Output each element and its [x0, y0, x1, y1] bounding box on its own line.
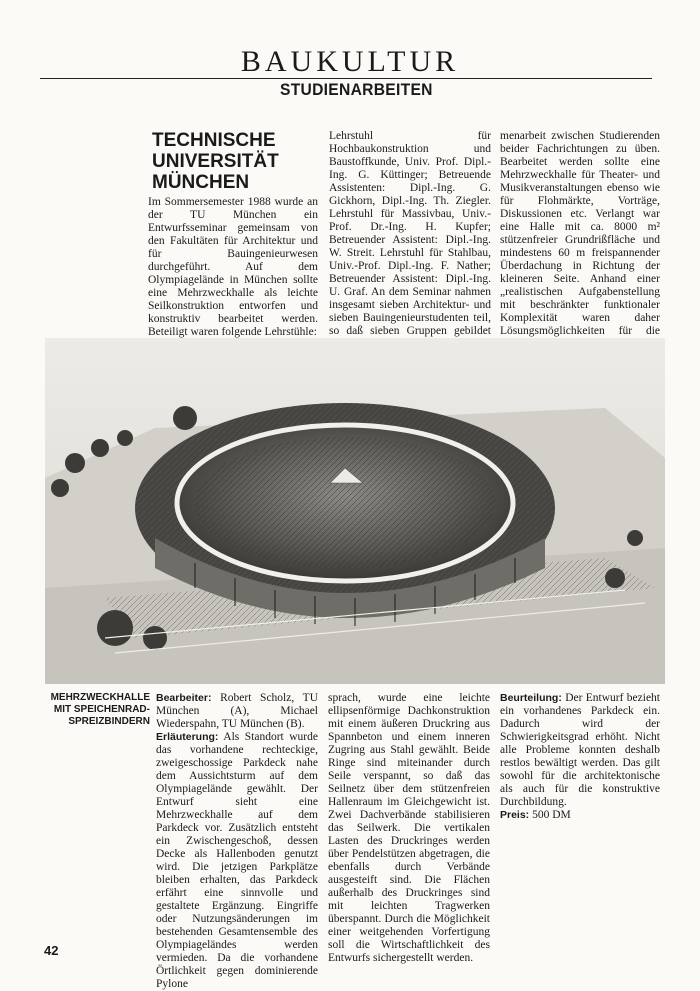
section-subtitle: STUDIENARBEITEN — [280, 80, 433, 99]
assessment-text: Der Entwurf bezieht ein vorhandenes Parkdeck ein. Dadurch wird der Schwierigkeitsgrad erhöht. Nicht alle Probleme konnten deshalb restlos bewältigt werden. Das gilt sowohl für die architektonische als auch für die konstruktive Durchbildung. — [500, 692, 660, 808]
construction-text: sprach, wurde eine leichte ellipsenförmige Dachkonstruktion mit einem äußeren Druckring aus Spannbeton und einem inneren Zugring aus Stahl gewählt. Beide Ringe sind miteinander durch Seile verspannt, so daß das Seilnetz über dem stützenfreien Hallenraum im Gleichgewicht ist. Zwei Dachverbände stabilisieren das Seilwerk. Die vertikalen Lasten des Druckringes werden über Pendelstützen abgetragen, die ebenfalls durch Verbände ausgesteift sind. Die Flächen außerhalb des Druckringes sind mit leichten Tragwerken überspannt. Durch die Möglichkeit einer weitgehenden Vorfertigung soll die Wirtschaftlichkeit des Entwurfs sichergestellt werden. — [328, 692, 490, 964]
header-rule — [40, 78, 652, 79]
project-column-1 — [156, 692, 318, 991]
assessment-label: Beurteilung: — [500, 692, 562, 704]
intro-column-1 — [148, 196, 318, 339]
project-column-2 — [328, 692, 490, 965]
prize-label: Preis: — [500, 809, 530, 821]
authors-paragraph — [156, 692, 318, 731]
intro-text-2: Lehrstuhl für Hochbaukonstruktion und Baustoffkunde, Univ. Prof. Dipl.-Ing. G. Küttinger; Betreuende Assistenten: Dipl.-Ing. G. Gickhorn, Dipl.-Ing. Th. Ziegler. Lehrstuhl für Massivbau, Univ.-Prof. Dr.-Ing. H. Kupfer; Betreuender Assistent: Dipl.-Ing. W. Streit. Lehrstuhl für Stahlbau, Univ.-Prof. Dipl.-Ing. F. Nather; Betreuender Assistent: Dipl.-Ing. U. Graf. An dem Seminar nahmen insgesamt sieben Architektur- und sieben Bauingenieurstudenten teil, so daß sieben Gruppen gebildet — [329, 130, 491, 337]
model-photograph — [45, 338, 665, 684]
project-heading: MEHRZWECKHALLE MIT SPEICHENRAD-SPREIZBINDERN — [50, 692, 150, 727]
intro-text-1: Im Sommersemester 1988 wurde an der TU München ein Entwurfsseminar gemeinsam von den Fakultäten für Architektur und für Bauingenieurwesen durchgeführt. Auf dem Olympiagelände in München sollte eine Mehrzweckhalle als leichte Seilkonstruktion entworfen und konstruktiv bearbeitet werden. Beteiligt waren folgende Lehrstühle: — [148, 196, 318, 338]
assessment-paragraph — [500, 692, 660, 809]
explanation-paragraph — [156, 731, 318, 991]
prize-paragraph — [500, 809, 660, 822]
authors-label: Bearbeiter: — [156, 692, 212, 704]
institution-heading: TECHNISCHE UNIVERSITÄT MÜNCHEN — [152, 130, 279, 193]
intro-text-3: menarbeit zwischen Studierenden beider Fachrichtungen zu üben. Bearbeitet werden sollte eine Mehrzweckhalle für Theater- und Musikveranstaltungen ebenso wie für Flohmärkte, Vorträge, Diskussionen etc. Verlangt war eine Halle mit ca. 8000 m² stützenfreier Grundrißfläche und mindestens 60 m freispannender Überdachung in Richtung der kleineren Seite. Anhand einer „realistischen Aufgabenstellung mit beschränkter funktionaler Komplexität waren daher Lösungsmöglichkeiten für die — [500, 130, 660, 337]
page-number: 42 — [44, 943, 59, 958]
explanation-label: Erläuterung: — [156, 731, 219, 743]
project-column-3 — [500, 692, 660, 822]
prize-text: 500 DM — [532, 809, 571, 821]
explanation-text: Als Standort wurde das vorhandene rechteckige, zweigeschossige Parkdeck nahe dem Aussichtsturm auf dem Olympiagelände gewählt. Der Entwurf sieht eine Mehrzweckhalle auf dem Parkdeck vor. Zusätzlich entsteht ein Zwischengeschoß, dessen Decke als Hallenboden genutzt wird. Die jetzigen Parkplätze bleiben erhalten, das Parkdeck erfährt eine sinnvolle und gestaltete Ergänzung. Eingriffe oder Nutzungsänderungen im bestehenden Gesamtensemble des Olympiageländes werden vermieden. Da die vorhandene Örtlichkeit gegen dominierende Pylone — [156, 731, 318, 990]
authors-text: Robert Scholz, TU München (A), Michael Wiederspahn, TU München (B). — [156, 692, 318, 730]
masthead-title: BAUKULTUR — [240, 45, 460, 78]
